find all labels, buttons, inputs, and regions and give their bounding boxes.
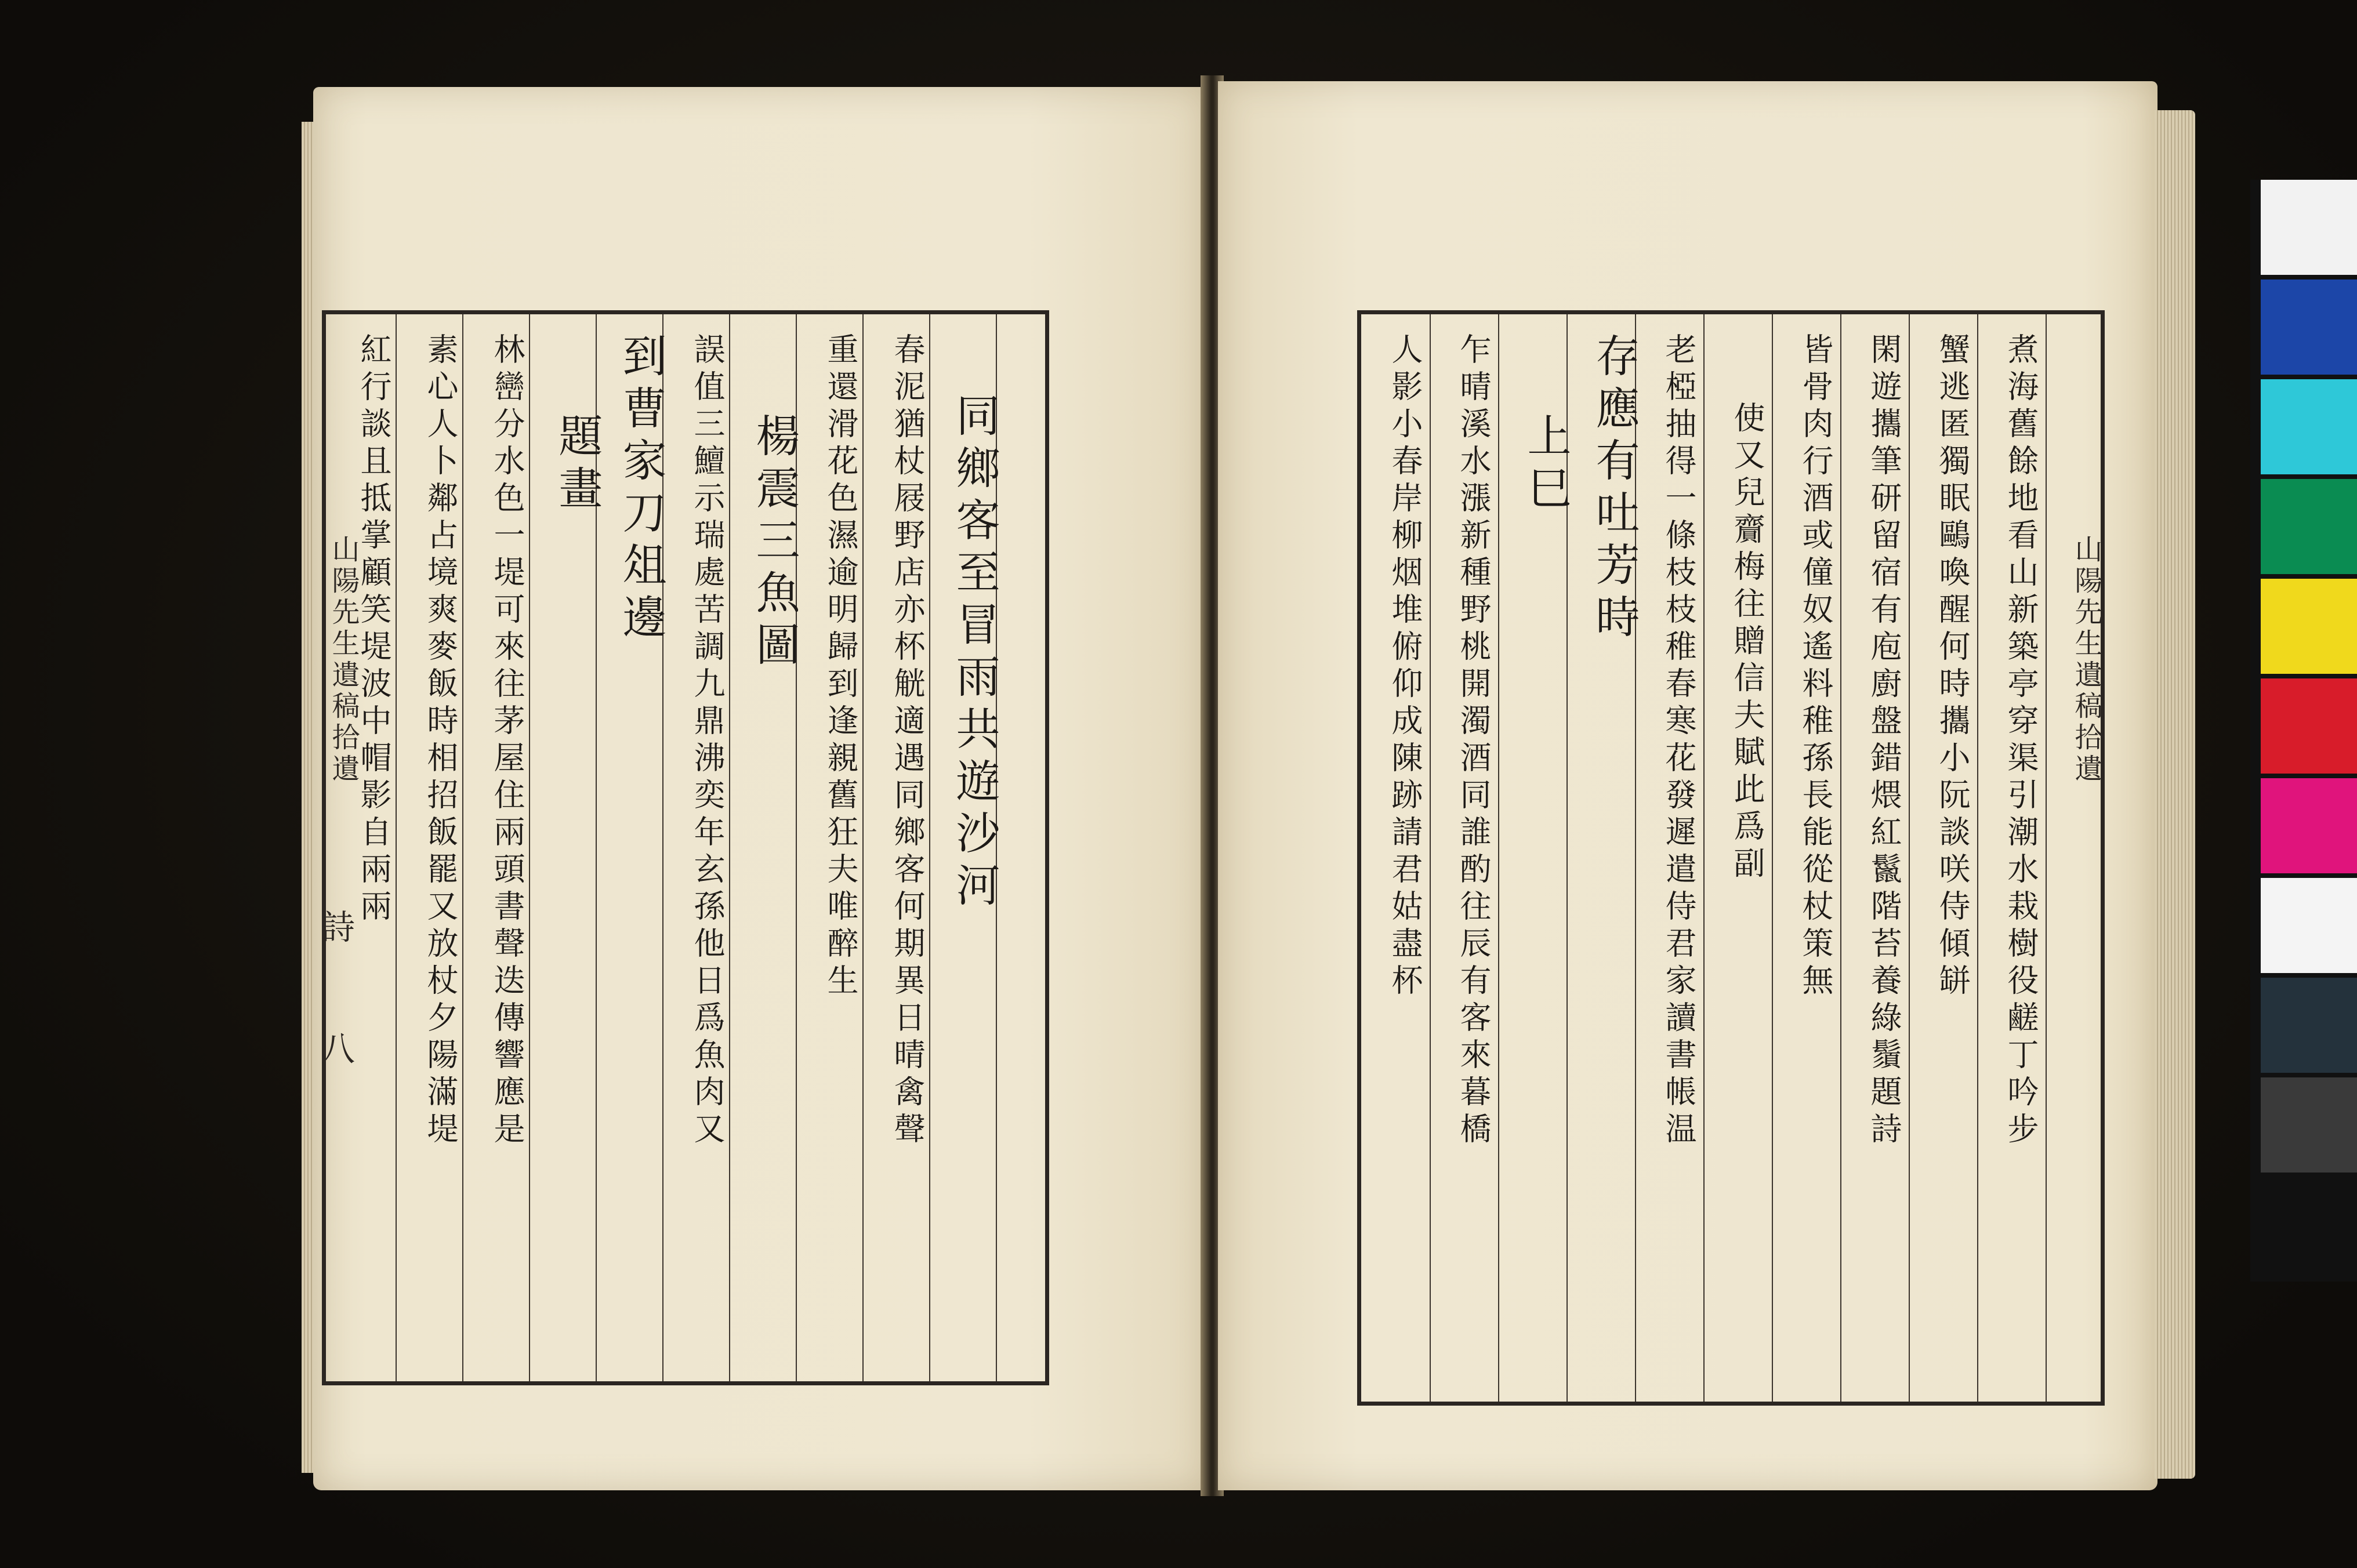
color-swatch <box>2261 978 2357 1073</box>
column-rule <box>529 314 530 1381</box>
column-rule <box>1977 314 1978 1402</box>
text-column: 上巳 <box>1520 413 1572 517</box>
text-column: 閑遊攜筆研留宿有庖廚盤錯煨紅鬣階苔養綠鬚題詩 <box>1866 333 1902 1149</box>
color-swatch <box>2261 579 2357 674</box>
column-rule <box>862 314 864 1381</box>
column-rule <box>1430 314 1431 1402</box>
column-rule <box>462 314 463 1381</box>
text-column: 皆骨肉行酒或僮奴遙料稚孫長能從杖策無 <box>1797 333 1834 1001</box>
text-column: 重還滑花色濕逾明歸到逢親舊狂夫唯醉生 <box>822 333 859 1001</box>
column-rule <box>1703 314 1705 1402</box>
text-column: 誤值三鱣示瑞處苦調九鼎沸奕年玄孫他日爲魚肉又 <box>689 333 726 1149</box>
column-rule <box>729 314 730 1381</box>
column-rule <box>396 314 397 1381</box>
text-column: 紅行談且抵掌顧笑堤波中帽影自兩兩 <box>356 333 392 927</box>
text-column: 使又兒齎梅往贈信夫賦此爲副 <box>1729 401 1765 884</box>
column-rule <box>1498 314 1499 1402</box>
column-rule <box>929 314 930 1381</box>
left-margin-title: 山陽先生遺稿拾遺 <box>327 535 360 785</box>
color-swatch <box>2261 678 2357 774</box>
text-column: 人影小春岸柳烟堆俯仰成陳跡請君姑盡杯 <box>1387 333 1423 1001</box>
color-swatch <box>2261 778 2357 873</box>
left-text-frame <box>322 310 1049 1385</box>
column-rule <box>1840 314 1841 1402</box>
text-column: 蟹逃匿獨眠鷗喚醒何時攜小阮談咲侍傾缾 <box>1934 333 1971 1001</box>
column-rule <box>1772 314 1773 1402</box>
color-swatch <box>2261 479 2357 574</box>
right-margin-title: 山陽先生遺稿拾遺 <box>2070 535 2102 785</box>
color-swatch <box>2261 180 2357 275</box>
text-column: 春泥猶杖屐野店亦杯觥適遇同鄉客何期異日晴禽聲 <box>889 333 926 1149</box>
right-text-frame <box>1357 310 2105 1406</box>
color-swatch <box>2261 878 2357 973</box>
text-column: 楊震三魚圖 <box>749 413 800 674</box>
text-column: 到曹家刀俎邊 <box>615 333 667 646</box>
left-section-label: 詩 <box>321 908 356 947</box>
color-swatch <box>2261 379 2357 474</box>
text-column: 存應有吐芳時 <box>1589 333 1640 646</box>
text-column: 乍晴溪水漲新種野桃開濁酒同誰酌往辰有客來暮橋 <box>1455 333 1492 1149</box>
left-page-number: 八 <box>321 1029 356 1069</box>
text-column: 煮海舊餘地看山新築亭穿渠引潮水栽樹役鹺丁吟步 <box>2003 333 2039 1149</box>
column-rule <box>1909 314 1910 1402</box>
text-column: 林巒分水色一堤可來往茅屋住兩頭書聲迭傳響應是 <box>489 333 525 1149</box>
right-page-edges <box>2155 110 2195 1479</box>
color-swatch <box>2261 1077 2357 1173</box>
text-column: 題畫 <box>552 413 603 517</box>
column-rule <box>2046 314 2047 1402</box>
text-column: 老椏抽得一條枝枝稚春寒花發遲遣侍君家讀書帳温 <box>1660 333 1697 1149</box>
color-checker-target <box>2250 180 2357 1282</box>
color-swatch <box>2261 280 2357 375</box>
text-column: 同鄉客至冒雨共遊沙河 <box>949 393 1000 914</box>
text-column: 素心人卜鄰占境爽麥飯時相招飯罷又放杖夕陽滿堤 <box>422 333 459 1149</box>
